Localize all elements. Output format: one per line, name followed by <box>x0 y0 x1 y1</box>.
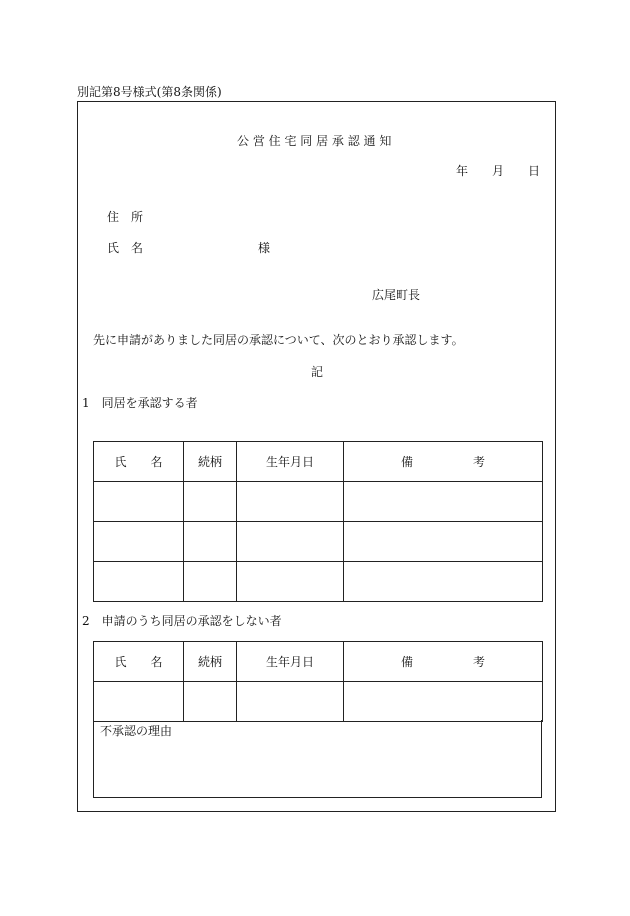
table-row <box>94 522 543 562</box>
column-header-birthdate: 生年月日 <box>237 642 344 682</box>
cell-name <box>94 482 184 522</box>
column-header-name: 氏 名 <box>94 442 184 482</box>
name-label: 氏 名 <box>107 241 144 255</box>
cell-relation <box>184 482 237 522</box>
address-label: 住 所 <box>107 210 144 224</box>
date-month: 月 <box>492 164 505 178</box>
approved-persons-table <box>93 441 543 602</box>
column-header-remarks: 備 考 <box>344 442 543 482</box>
cell-birthdate <box>237 562 344 602</box>
date-day: 日 <box>528 164 541 178</box>
section2-heading: 2 申請のうち同居の承認をしない者 <box>82 614 282 628</box>
rejected-persons-table <box>93 641 543 722</box>
honorific: 様 <box>258 241 271 255</box>
date-year: 年 <box>456 164 469 178</box>
cell-remarks <box>344 522 543 562</box>
cell-relation <box>184 522 237 562</box>
form-number: 別記第8号様式(第8条関係) <box>77 85 222 99</box>
rejection-reason-box <box>93 720 542 798</box>
column-header-birthdate: 生年月日 <box>237 442 344 482</box>
cell-birthdate <box>237 482 344 522</box>
document-title: 公 営 住 宅 同 居 承 認 通 知 <box>237 134 392 148</box>
rejection-reason-label: 不承認の理由 <box>100 724 173 738</box>
cell-name <box>94 562 184 602</box>
table-row <box>94 482 543 522</box>
ki-label: 記 <box>311 365 324 379</box>
table-row <box>94 562 543 602</box>
column-header-name: 氏 名 <box>94 642 184 682</box>
cell-name <box>94 682 184 722</box>
cell-remarks <box>344 562 543 602</box>
column-header-relation: 続柄 <box>184 642 237 682</box>
cell-birthdate <box>237 522 344 562</box>
cell-relation <box>184 682 237 722</box>
cell-birthdate <box>237 682 344 722</box>
body-text: 先に申請がありました同居の承認について、次のとおり承認します。 <box>93 333 464 347</box>
cell-remarks <box>344 682 543 722</box>
cell-remarks <box>344 482 543 522</box>
column-header-remarks: 備 考 <box>344 642 543 682</box>
table-row <box>94 682 543 722</box>
section1-heading: 1 同居を承認する者 <box>82 396 198 410</box>
cell-relation <box>184 562 237 602</box>
column-header-relation: 続柄 <box>184 442 237 482</box>
cell-name <box>94 522 184 562</box>
issuer: 広尾町長 <box>372 288 421 302</box>
